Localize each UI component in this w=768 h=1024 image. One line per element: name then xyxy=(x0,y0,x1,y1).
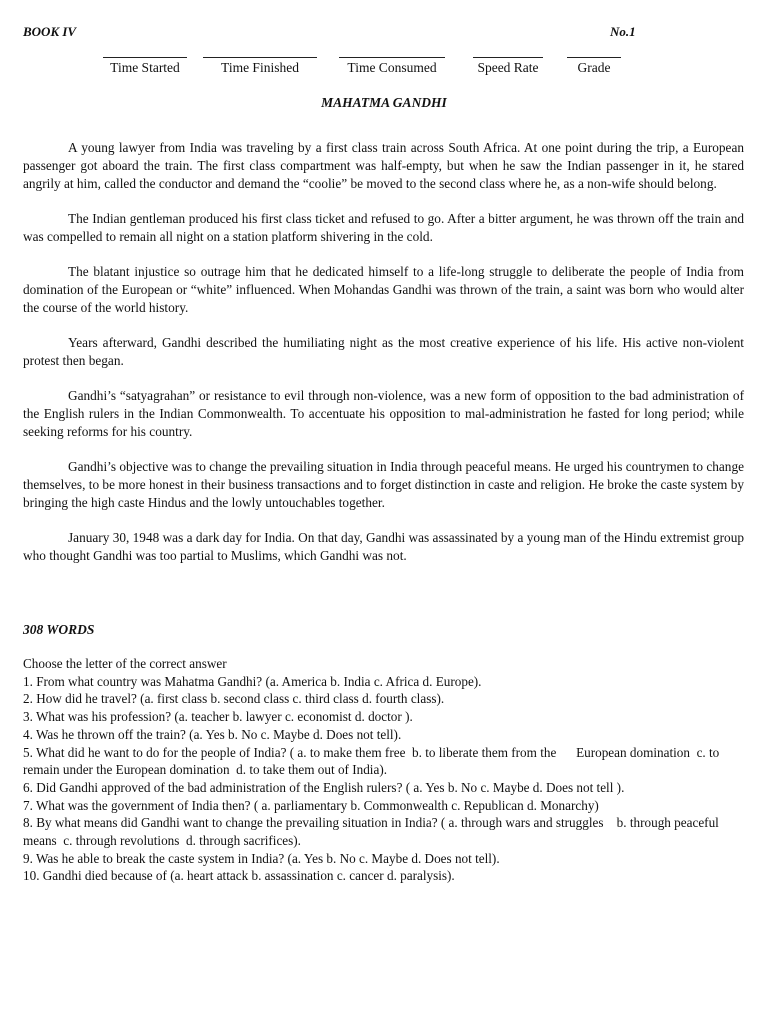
quiz-question: 4. Was he thrown off the train? (a. Yes b. No c. Maybe d. Does not tell). xyxy=(23,726,402,742)
paragraph: Years afterward, Gandhi described the humiliating night as the most creative experience of his life. His active non-violent protest then began. xyxy=(23,335,744,368)
quiz-question: 8. By what means did Gandhi want to change the prevailing situation in India? ( a. through wars and struggles b. through peaceful means c. through revolutions d. through sacrifices). xyxy=(23,815,723,849)
quiz-question: 1. From what country was Mahatma Gandhi? (a. America b. India c. Africa d. Europe). xyxy=(23,673,482,689)
time-consumed-label: Time Consumed xyxy=(347,60,437,75)
grade-label: Grade xyxy=(577,60,611,75)
quiz-question: 6. Did Gandhi approved of the bad administration of the English rulers? ( a. Yes b. No c. Maybe d. Does not tell ). xyxy=(23,779,625,795)
paragraph: The blatant injustice so outrage him that he dedicated himself to a life-long struggle to deliberate the people of India from domination of the European or “white” influenced. When Mohandas Gandhi was thrown of the train, a saint was born who would alter the course of the world history. xyxy=(23,264,744,315)
time-consumed-blank[interactable] xyxy=(339,42,445,58)
time-finished-label: Time Finished xyxy=(221,60,299,75)
quiz-question: 9. Was he able to break the caste system in India? (a. Yes b. No c. Maybe d. Does not tell). xyxy=(23,850,500,866)
quiz-question: 7. What was the government of India then? ( a. parliamentary b. Commonwealth c. Republican d. Monarchy) xyxy=(23,797,599,813)
paragraph: The Indian gentleman produced his first class ticket and refused to go. After a bitter argument, he was thrown off the train and was compelled to remain all night on a station platform shivering in the cold. xyxy=(23,211,744,244)
time-started-field[interactable] xyxy=(100,42,190,76)
paragraph: January 30, 1948 was a dark day for India. On that day, Gandhi was assassinated by a young man of the Hindu extremist group who thought Gandhi was too partial to Muslims, which Gandhi was not. xyxy=(23,530,744,563)
speed-rate-blank[interactable] xyxy=(473,42,543,58)
word-count: 308 WORDS xyxy=(23,622,95,637)
lesson-number: No.1 xyxy=(610,24,636,39)
time-consumed-field[interactable] xyxy=(337,42,447,76)
quiz-section xyxy=(23,655,748,885)
story-body xyxy=(23,139,744,582)
quiz-question: 10. Gandhi died because of (a. heart attack b. assassination c. cancer d. paralysis). xyxy=(23,868,455,884)
grade-blank[interactable] xyxy=(567,42,621,58)
time-started-label: Time Started xyxy=(110,60,180,75)
quiz-instruction: Choose the letter of the correct answer xyxy=(23,656,227,671)
time-started-blank[interactable] xyxy=(103,42,187,58)
paragraph: Gandhi’s objective was to change the prevailing situation in India through peaceful means. He urged his countrymen to change themselves, to be more honest in their business transactions and to forget distinction in caste and religion. He broke the caste system by bringing the high caste Hindus and the lowly untouchables together. xyxy=(23,459,744,510)
grade-field[interactable] xyxy=(563,42,625,76)
time-finished-blank[interactable] xyxy=(203,42,317,58)
quiz-question: 3. What was his profession? (a. teacher b. lawyer c. economist d. doctor ). xyxy=(23,709,413,725)
paragraph: A young lawyer from India was traveling by a first class train across South Africa. At one point during the trip, a European passenger got aboard the train. The first class compartment was half-empty, but when he saw the Indian passenger in it, he stared angrily at him, called the conductor and demand the “coolie” be moved to the second class where he, as a non-wife should belong. xyxy=(23,140,744,191)
paragraph: Gandhi’s “satyagrahan” or resistance to evil through non-violence, was a new form of opposition to the bad administration of the English rulers in the Indian Commonwealth. To accentuate his opposition to mal-administration he fasted for long period; while seeking reforms for his country. xyxy=(23,388,744,439)
quiz-question: 2. How did he travel? (a. first class b. second class c. third class d. fourth class). xyxy=(23,691,445,707)
time-finished-field[interactable] xyxy=(202,42,318,76)
story-title: MAHATMA GANDHI xyxy=(321,95,447,110)
book-label: BOOK IV xyxy=(23,24,77,39)
speed-rate-label: Speed Rate xyxy=(477,60,539,75)
speed-rate-field[interactable] xyxy=(471,42,545,76)
quiz-question: 5. What did he want to do for the people of India? ( a. to make them free b. to liberate them from the European domination c. to remain under the European domination d. to take them out of India). xyxy=(23,744,723,778)
record-fields xyxy=(0,42,768,82)
